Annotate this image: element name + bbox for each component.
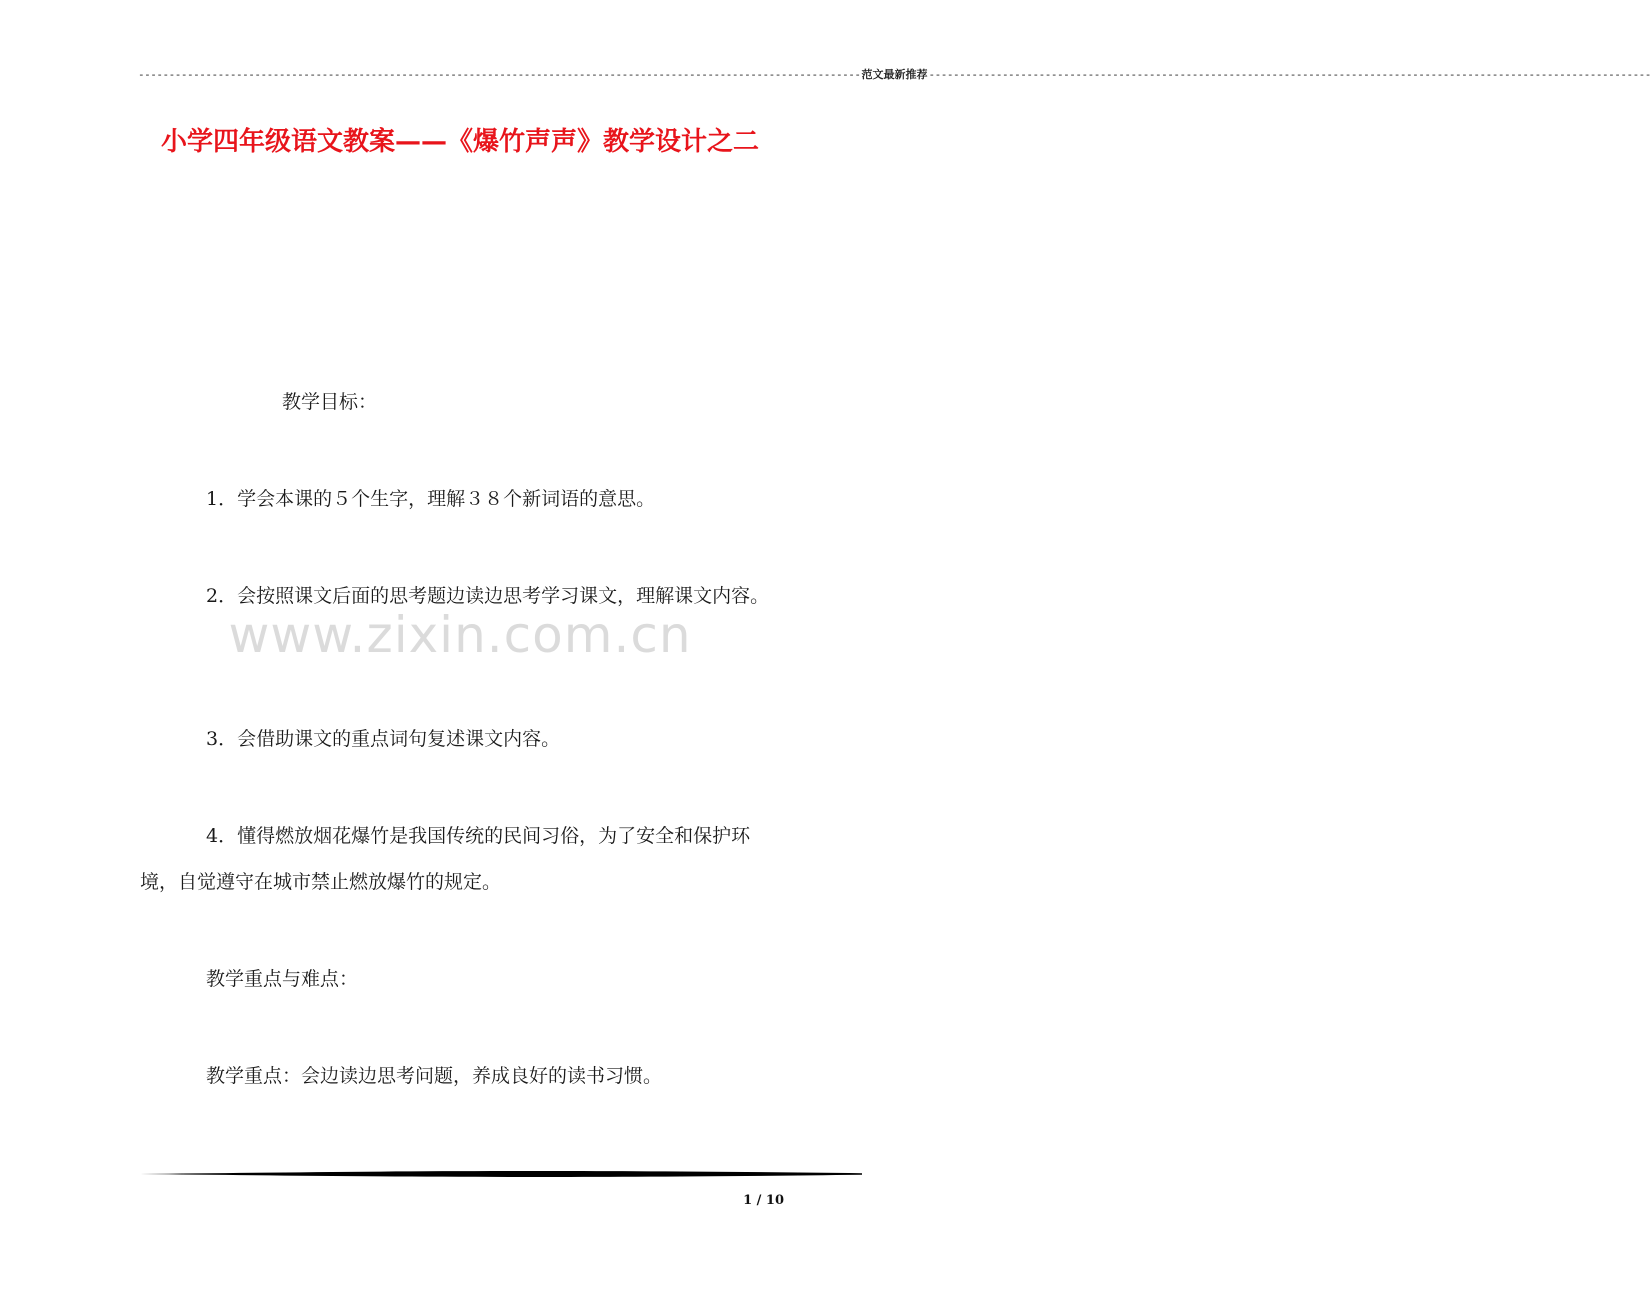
header-label: 范文最新推荐	[861, 68, 928, 81]
objective-item-4: 4．懂得燃放烟花爆竹是我国传统的民间习俗，为了安全和保护环境，自觉遵守在城市禁止燃放爆竹的规定。	[140, 825, 751, 893]
header-dashes-left: ----------------------------------------------------------------------------------------------------------------------	[138, 68, 861, 81]
objective-item-1: 1．学会本课的５个生字，理解３８个新词语的意思。	[206, 488, 656, 510]
watermark: www.zixin.com.cn	[228, 606, 692, 664]
page-header	[138, 68, 1651, 82]
objective-item-2: 2．会按照课文后面的思考题边读边思考学习课文，理解课文内容。	[206, 585, 770, 607]
objective-item-3: 3．会借助课文的重点词句复述课文内容。	[206, 728, 561, 750]
key-point-text: 教学重点：会边读边思考问题，养成良好的读书习惯。	[206, 1065, 663, 1087]
header-dashes-right: ----------------------------------------------------------------------------------------------------------------------	[928, 68, 1651, 81]
footer-divider	[140, 1168, 862, 1180]
key-points-heading: 教学重点与难点：	[206, 968, 359, 990]
document-title: 小学四年级语文教案——《爆竹声声》教学设计之二	[160, 127, 759, 157]
page-number: 1 / 10	[743, 1193, 784, 1208]
objectives-heading: 教学目标：	[282, 391, 378, 413]
